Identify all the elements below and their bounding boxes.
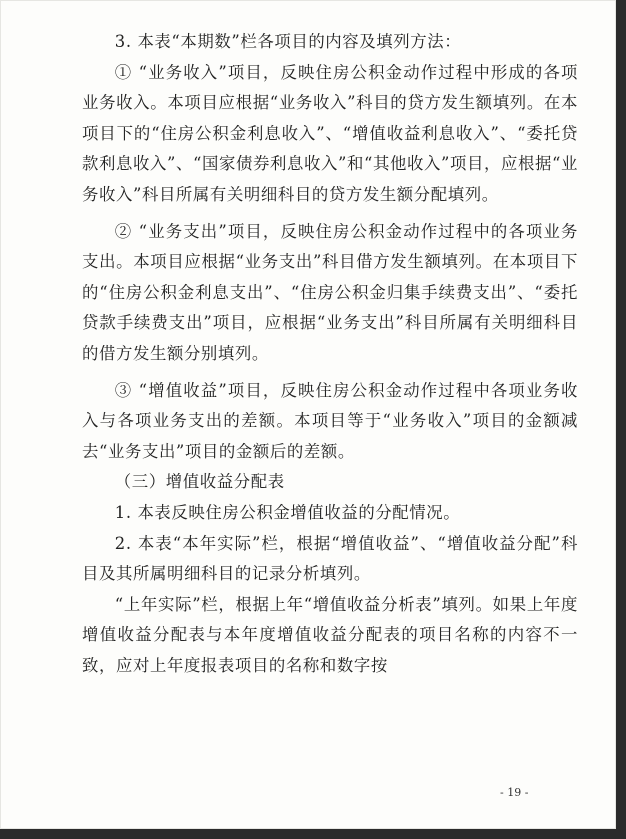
section-heading-distribution-table: （三）增值收益分配表 xyxy=(114,472,285,492)
paragraph-business-income: ① “业务收入”项目，反映住房公积金动作过程中形成的各项业务收入。本项目应根据“业务收入”科目的贷方发生额填列。在本项目下的“住房公积金利息收入”、“增值收益利息收入”、“委托贷款利息收入”、“国家债券利息收入”和“其他收入”项目，应根据“业务收入”科目所属有关明细科目的贷方发生额分配填列。 xyxy=(82,62,578,204)
paragraph-previous-year: “上年实际”栏，根据上年“增值收益分析表”填列。如果上年度增值收益分配表与本年度增值收益分配表的项目名称的内容不一致，应对上年度报表项目的名称和数字按 xyxy=(82,594,578,675)
page-number: - 19 - xyxy=(500,786,529,799)
paragraph-section-3-heading: 3. 本表“本期数”栏各项目的内容及填列方法： xyxy=(114,32,462,51)
paragraph-value-added-income: ③ “增值收益”项目，反映住房公积金动作过程中各项业务收入与各项业务支出的差额。本项目等于“业务收入”项目的金额减去“业务支出”项目的金额后的差额。 xyxy=(82,380,578,461)
document-body xyxy=(82,27,578,681)
paragraph-distribution-1: 1. 本表反映住房公积金增值收益的分配情况。 xyxy=(114,502,461,522)
paragraph-business-expense: ② “业务支出”项目，反映住房公积金动作过程中的各项业务支出。本项目应根据“业务支出”科目借方发生额填列。在本项目下的“住房公积金利息支出”、“住房公积金归集手续费支出”、“委托贷款手续费支出”项目，应根据“业务支出”科目所属有关明细科目的借方发生额分别填列。 xyxy=(82,221,578,363)
paragraph-distribution-2: 2. 本表“本年实际”栏，根据“增值收益”、“增值收益分配”科目及其所属明细科目的记录分析填列。 xyxy=(82,533,578,584)
